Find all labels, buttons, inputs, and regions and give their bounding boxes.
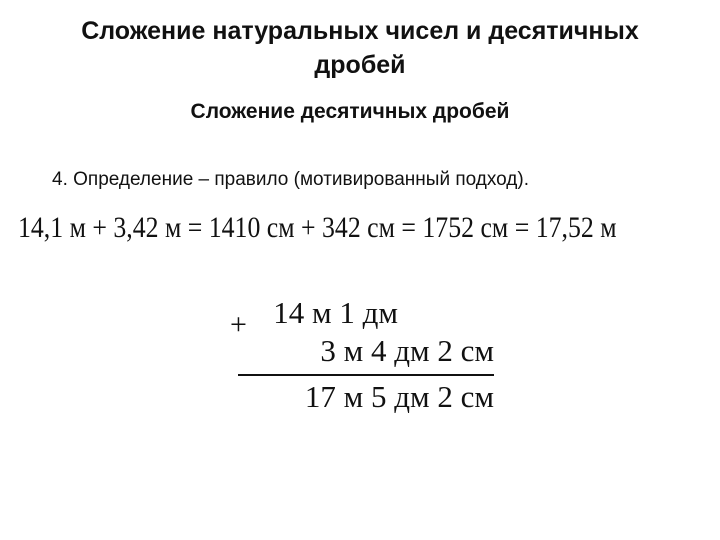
slide-title: Сложение натуральных чисел и десятичных дробей [81,17,639,79]
sum-row: 17 м 5 дм 2 см [304,379,494,414]
sum-line [238,374,494,376]
plus-sign: + [230,308,247,341]
definition-text: 4. Определение – правило (мотивированный подход). [52,169,529,190]
slide-subtitle: Сложение десятичных дробей [190,100,510,123]
conversion-equation: 14,1 м + 3,42 м = 1410 см + 342 см = 1752 см = 17,52 м [18,211,617,244]
addend-row-2: 3 м 4 дм 2 см [320,333,494,368]
column-addition [230,292,494,422]
addend-row-1: 14 м 1 дм [273,295,398,330]
